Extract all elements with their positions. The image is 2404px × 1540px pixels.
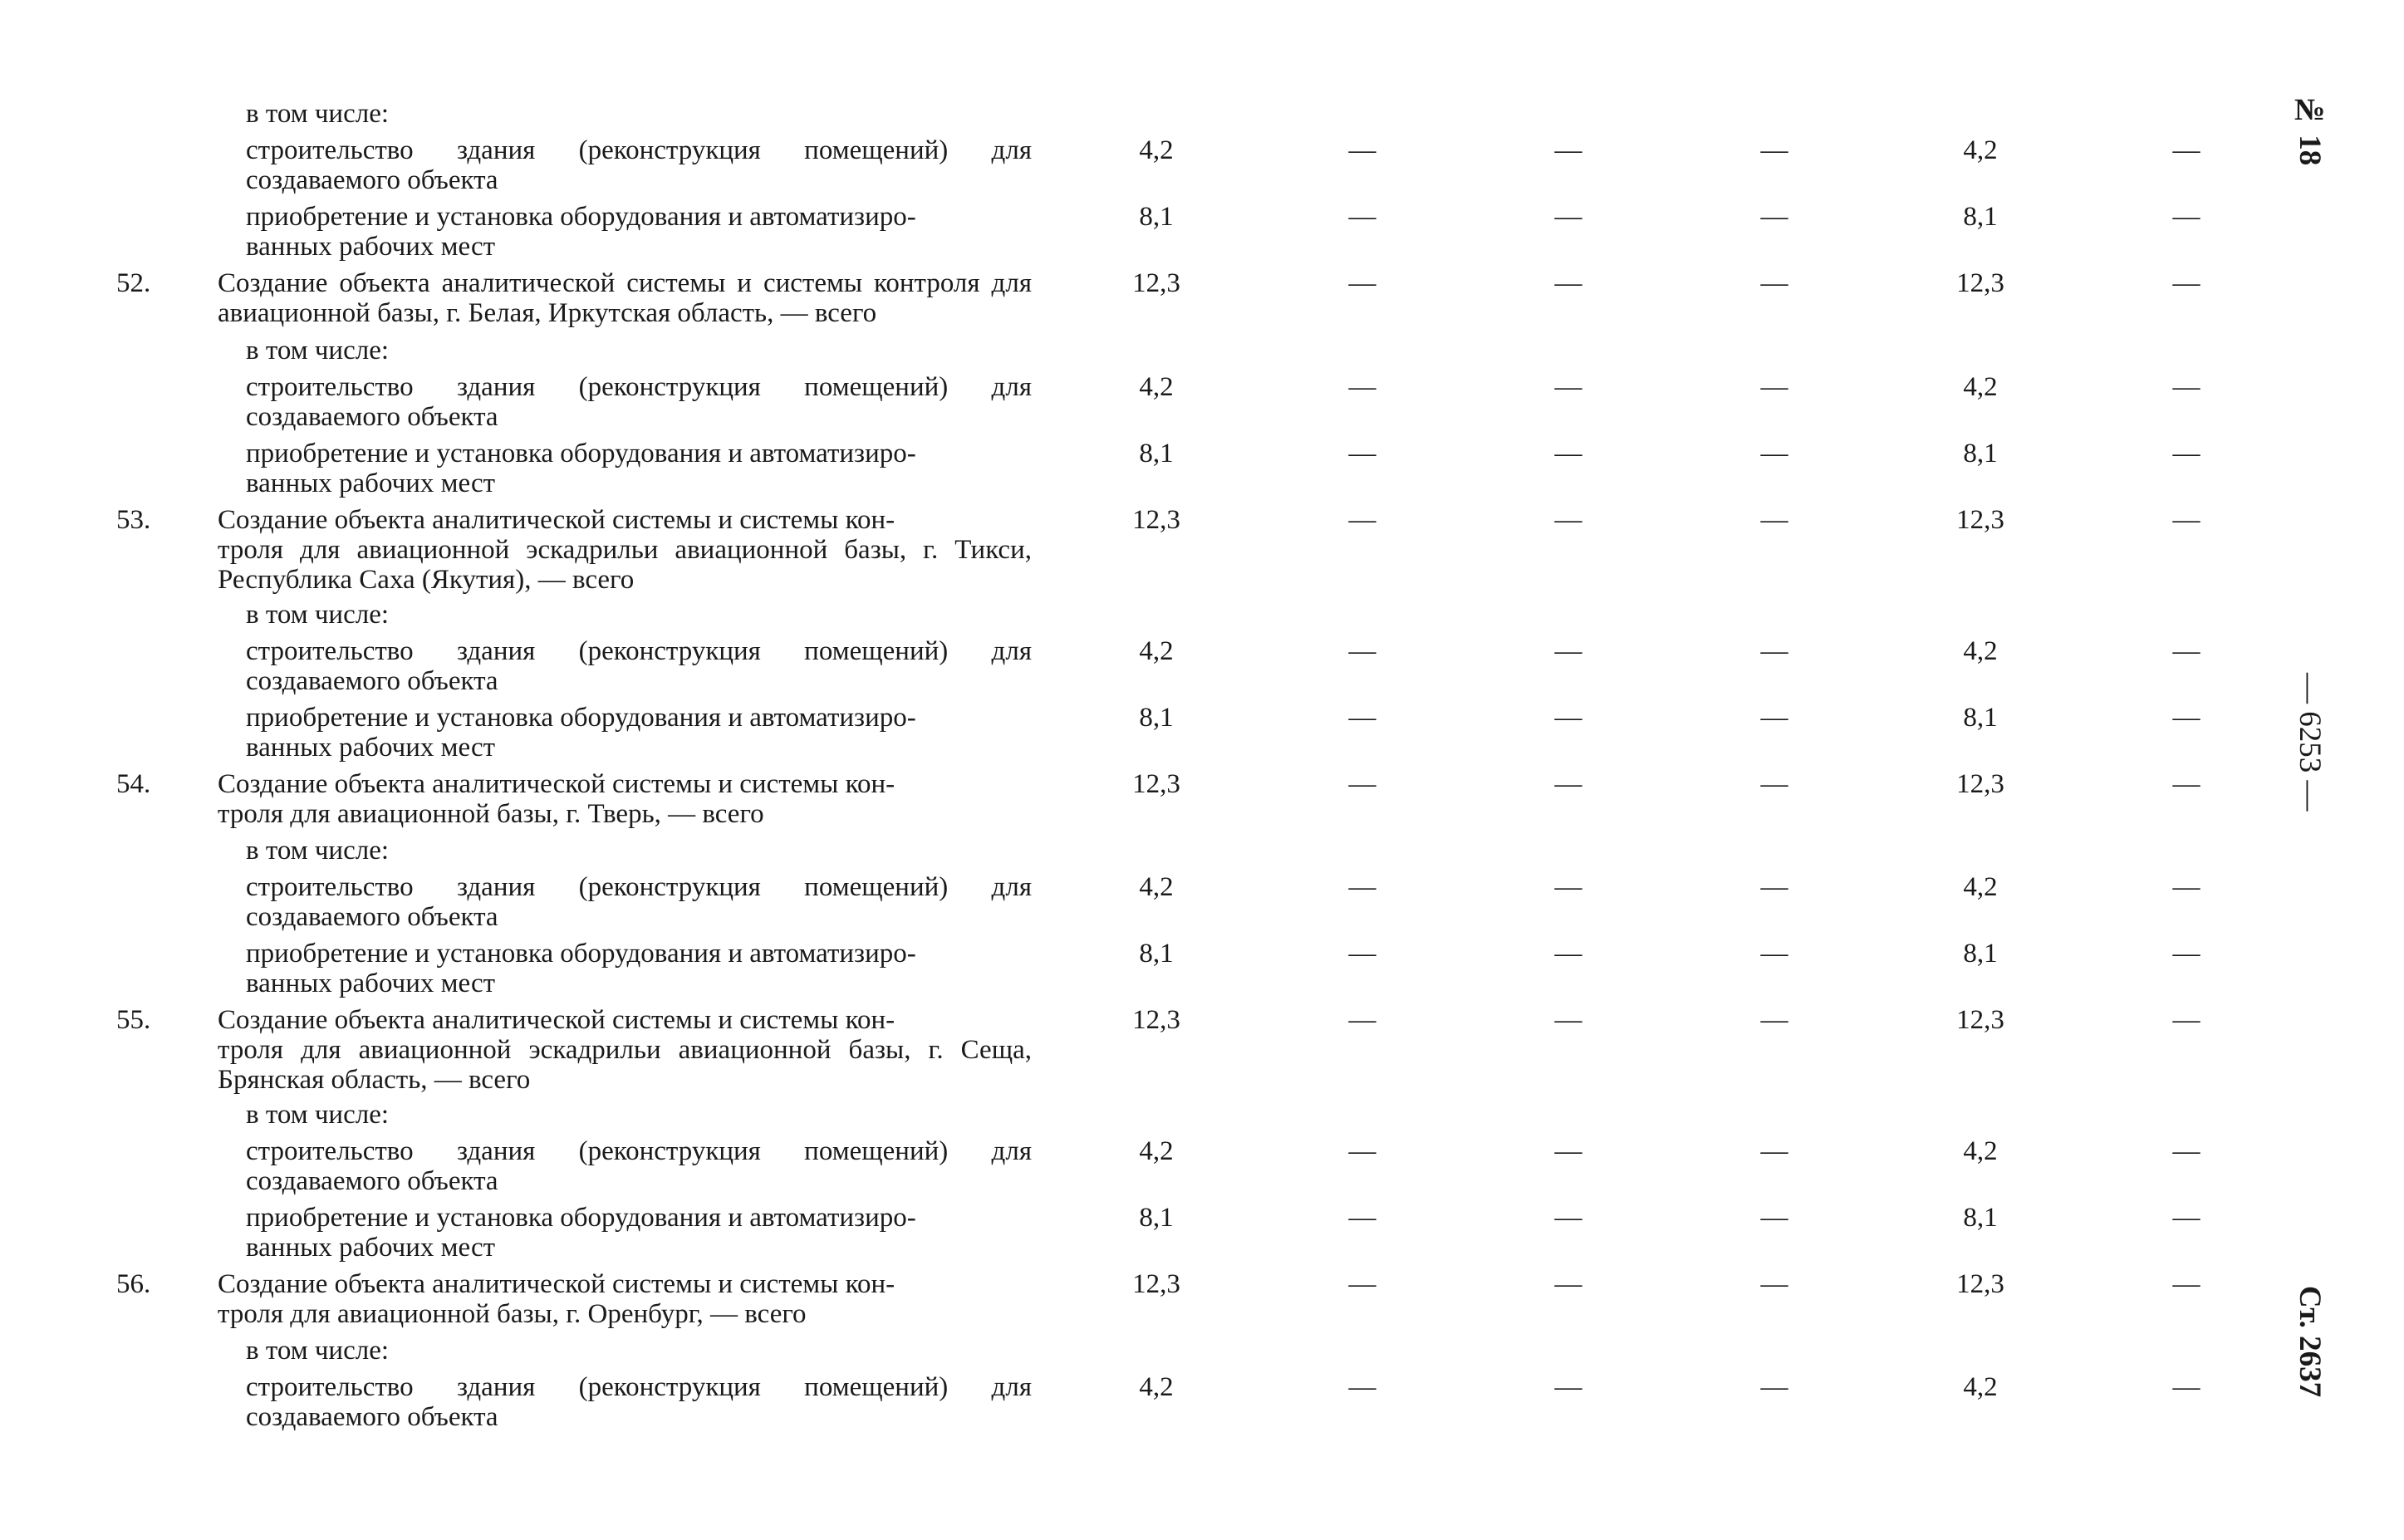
value-cell: 4,2 (1963, 1372, 1998, 1402)
value-cell: 4,2 (1139, 872, 1174, 902)
value-cell: 8,1 (1963, 202, 1998, 232)
value-cell: — (1348, 939, 1376, 969)
row-number: 54. (116, 769, 151, 799)
value-cell: — (1348, 1269, 1376, 1299)
value-cell: — (1554, 872, 1582, 902)
value-cell: 12,3 (1132, 1005, 1180, 1035)
row-description: приобретение и установка оборудования и автоматизиро- ванных рабочих мест (246, 1203, 916, 1263)
row-description: в том числе: (246, 836, 390, 866)
row-description: в том числе: (246, 600, 390, 630)
value-cell: — (2172, 1203, 2200, 1233)
value-cell: — (1554, 1005, 1582, 1035)
value-cell: — (1554, 939, 1582, 969)
value-cell: — (1760, 202, 1788, 232)
value-cell: — (1760, 505, 1788, 535)
row-description: в том числе: (246, 336, 390, 365)
value-cell: — (1348, 268, 1376, 298)
row-description: строительство здания (реконструкция помещений) для создаваемого объекта (246, 636, 1032, 696)
value-cell: — (1348, 703, 1376, 733)
value-cell: 4,2 (1139, 135, 1174, 165)
value-cell: — (1760, 1269, 1788, 1299)
document-number: — 6253 — (2293, 673, 2327, 812)
value-cell: — (1760, 769, 1788, 799)
row-description: в том числе: (246, 1336, 390, 1366)
row-number: 52. (116, 268, 151, 298)
value-cell: — (2172, 439, 2200, 468)
value-cell: 4,2 (1139, 372, 1174, 402)
value-cell: — (1348, 769, 1376, 799)
value-cell: 4,2 (1139, 636, 1174, 666)
value-cell: — (1760, 1005, 1788, 1035)
row-description: строительство здания (реконструкция помещений) для создаваемого объекта (246, 1136, 1032, 1196)
value-cell: — (1760, 1136, 1788, 1166)
value-cell: 12,3 (1132, 268, 1180, 298)
row-description: в том числе: (246, 99, 390, 129)
value-cell: — (1760, 636, 1788, 666)
row-description: Создание объекта аналитической системы и системы кон- троля для авиационной базы, г. Тверь, — всего (218, 769, 895, 829)
value-cell: — (1348, 439, 1376, 468)
row-description: в том числе: (246, 1100, 390, 1130)
row-description: Создание объекта аналитической системы и системы кон- троля для авиационной эскадрильи авиационной базы, г. Сеща, Брянская область, — всего (218, 1005, 1032, 1095)
row-description: Создание объекта аналитической системы и системы кон- троля для авиационной базы, г. Оренбург, — всего (218, 1269, 895, 1329)
value-cell: — (1348, 135, 1376, 165)
value-cell: — (2172, 939, 2200, 969)
value-cell: — (1348, 1372, 1376, 1402)
value-cell: — (2172, 268, 2200, 298)
value-cell: — (1554, 1269, 1582, 1299)
value-cell: 4,2 (1139, 1372, 1174, 1402)
value-cell: 4,2 (1963, 1136, 1998, 1166)
value-cell: — (1554, 202, 1582, 232)
value-cell: — (1554, 769, 1582, 799)
value-cell: — (1554, 268, 1582, 298)
value-cell: 4,2 (1139, 1136, 1174, 1166)
value-cell: 4,2 (1963, 872, 1998, 902)
value-cell: — (2172, 872, 2200, 902)
value-cell: 8,1 (1963, 1203, 1998, 1233)
value-cell: — (1554, 1372, 1582, 1402)
value-cell: — (1554, 1203, 1582, 1233)
value-cell: 12,3 (1132, 769, 1180, 799)
value-cell: 4,2 (1963, 636, 1998, 666)
value-cell: — (2172, 202, 2200, 232)
value-cell: — (1348, 202, 1376, 232)
value-cell: — (2172, 769, 2200, 799)
row-description: приобретение и установка оборудования и автоматизиро- ванных рабочих мест (246, 939, 916, 998)
value-cell: — (1348, 1136, 1376, 1166)
value-cell: — (1554, 135, 1582, 165)
value-cell: — (1760, 135, 1788, 165)
value-cell: — (1760, 268, 1788, 298)
value-cell: 12,3 (1132, 1269, 1180, 1299)
page-number: Ст. 2637 (2293, 1286, 2327, 1398)
value-cell: — (1348, 636, 1376, 666)
value-cell: — (2172, 135, 2200, 165)
value-cell: — (1760, 1372, 1788, 1402)
value-cell: 12,3 (1956, 1269, 2004, 1299)
value-cell: 12,3 (1956, 769, 2004, 799)
row-description: строительство здания (реконструкция помещений) для создаваемого объекта (246, 135, 1032, 195)
value-cell: — (2172, 505, 2200, 535)
value-cell: — (2172, 1269, 2200, 1299)
row-description: строительство здания (реконструкция помещений) для создаваемого объекта (246, 372, 1032, 432)
value-cell: 12,3 (1956, 505, 2004, 535)
row-number: 53. (116, 505, 151, 535)
value-cell: — (1348, 1005, 1376, 1035)
value-cell: — (1348, 505, 1376, 535)
row-description: приобретение и установка оборудования и автоматизиро- ванных рабочих мест (246, 439, 916, 498)
value-cell: 8,1 (1139, 1203, 1174, 1233)
issue-number: № 18 (2293, 93, 2327, 166)
value-cell: 4,2 (1963, 135, 1998, 165)
value-cell: 12,3 (1956, 1005, 2004, 1035)
value-cell: 8,1 (1963, 939, 1998, 969)
value-cell: — (2172, 636, 2200, 666)
row-description: приобретение и установка оборудования и автоматизиро- ванных рабочих мест (246, 202, 916, 262)
value-cell: — (2172, 1136, 2200, 1166)
value-cell: — (1554, 703, 1582, 733)
row-description: Создание объекта аналитической системы и системы контроля для авиационной базы, г. Белая, Иркутская область, — всего (218, 268, 1032, 328)
value-cell: — (2172, 1372, 2200, 1402)
row-number: 55. (116, 1005, 151, 1035)
value-cell: — (1554, 372, 1582, 402)
value-cell: — (1554, 1136, 1582, 1166)
value-cell: — (2172, 372, 2200, 402)
value-cell: 4,2 (1963, 372, 1998, 402)
value-cell: — (1348, 372, 1376, 402)
row-description: строительство здания (реконструкция помещений) для создаваемого объекта (246, 872, 1032, 932)
value-cell: — (1554, 636, 1582, 666)
value-cell: — (1348, 872, 1376, 902)
value-cell: 8,1 (1139, 439, 1174, 468)
row-number: 56. (116, 1269, 151, 1299)
value-cell: — (1760, 939, 1788, 969)
row-description: строительство здания (реконструкция помещений) для создаваемого объекта (246, 1372, 1032, 1432)
value-cell: 12,3 (1956, 268, 2004, 298)
value-cell: 8,1 (1139, 202, 1174, 232)
value-cell: 12,3 (1132, 505, 1180, 535)
value-cell: — (1760, 872, 1788, 902)
value-cell: — (2172, 703, 2200, 733)
value-cell: 8,1 (1139, 939, 1174, 969)
value-cell: — (1760, 703, 1788, 733)
value-cell: — (1760, 439, 1788, 468)
value-cell: 8,1 (1139, 703, 1174, 733)
value-cell: — (1760, 1203, 1788, 1233)
value-cell: — (1348, 1203, 1376, 1233)
value-cell: 8,1 (1963, 439, 1998, 468)
row-description: приобретение и установка оборудования и автоматизиро- ванных рабочих мест (246, 703, 916, 763)
value-cell: — (1554, 505, 1582, 535)
row-description: Создание объекта аналитической системы и системы кон- троля для авиационной эскадрильи авиационной базы, г. Тикси, Республика Саха (Якутия), — всего (218, 505, 1032, 595)
value-cell: — (1760, 372, 1788, 402)
value-cell: — (2172, 1005, 2200, 1035)
value-cell: 8,1 (1963, 703, 1998, 733)
value-cell: — (1554, 439, 1582, 468)
